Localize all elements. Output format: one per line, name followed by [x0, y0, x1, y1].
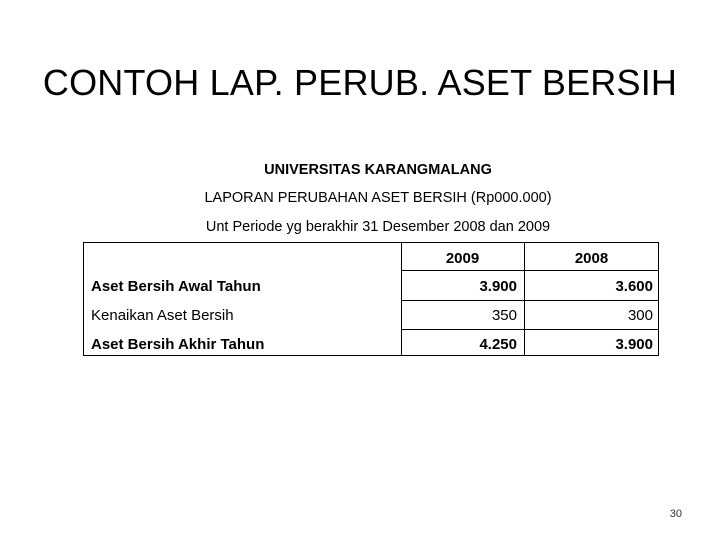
value-closing-2009: 4.250	[479, 336, 517, 353]
value-opening-2008: 3.600	[615, 278, 653, 295]
row-label-increase-net-assets: Kenaikan Aset Bersih	[91, 307, 234, 324]
page-number: 30	[669, 508, 682, 520]
value-closing-2008: 3.900	[615, 336, 653, 353]
table-divider-horizontal-row1	[401, 300, 659, 301]
table-divider-horizontal-row2	[401, 329, 659, 330]
slide-title: CONTOH LAP. PERUB. ASET BERSIH	[42, 62, 678, 103]
row-label-opening-net-assets: Aset Bersih Awal Tahun	[91, 278, 261, 295]
value-increase-2008: 300	[627, 307, 653, 324]
report-period: Unt Periode yg berakhir 31 Desember 2008 dan 2009	[205, 219, 551, 235]
value-opening-2009: 3.900	[479, 278, 517, 295]
column-header-2009: 2009	[445, 250, 480, 267]
column-header-2008: 2008	[574, 250, 609, 267]
table-divider-horizontal-header	[401, 270, 659, 271]
organization-name: UNIVERSITAS KARANGMALANG	[264, 162, 492, 178]
value-increase-2009: 350	[491, 307, 517, 324]
row-label-closing-net-assets: Aset Bersih Akhir Tahun	[91, 336, 265, 353]
report-name: LAPORAN PERUBAHAN ASET BERSIH (Rp000.000)	[204, 190, 552, 206]
